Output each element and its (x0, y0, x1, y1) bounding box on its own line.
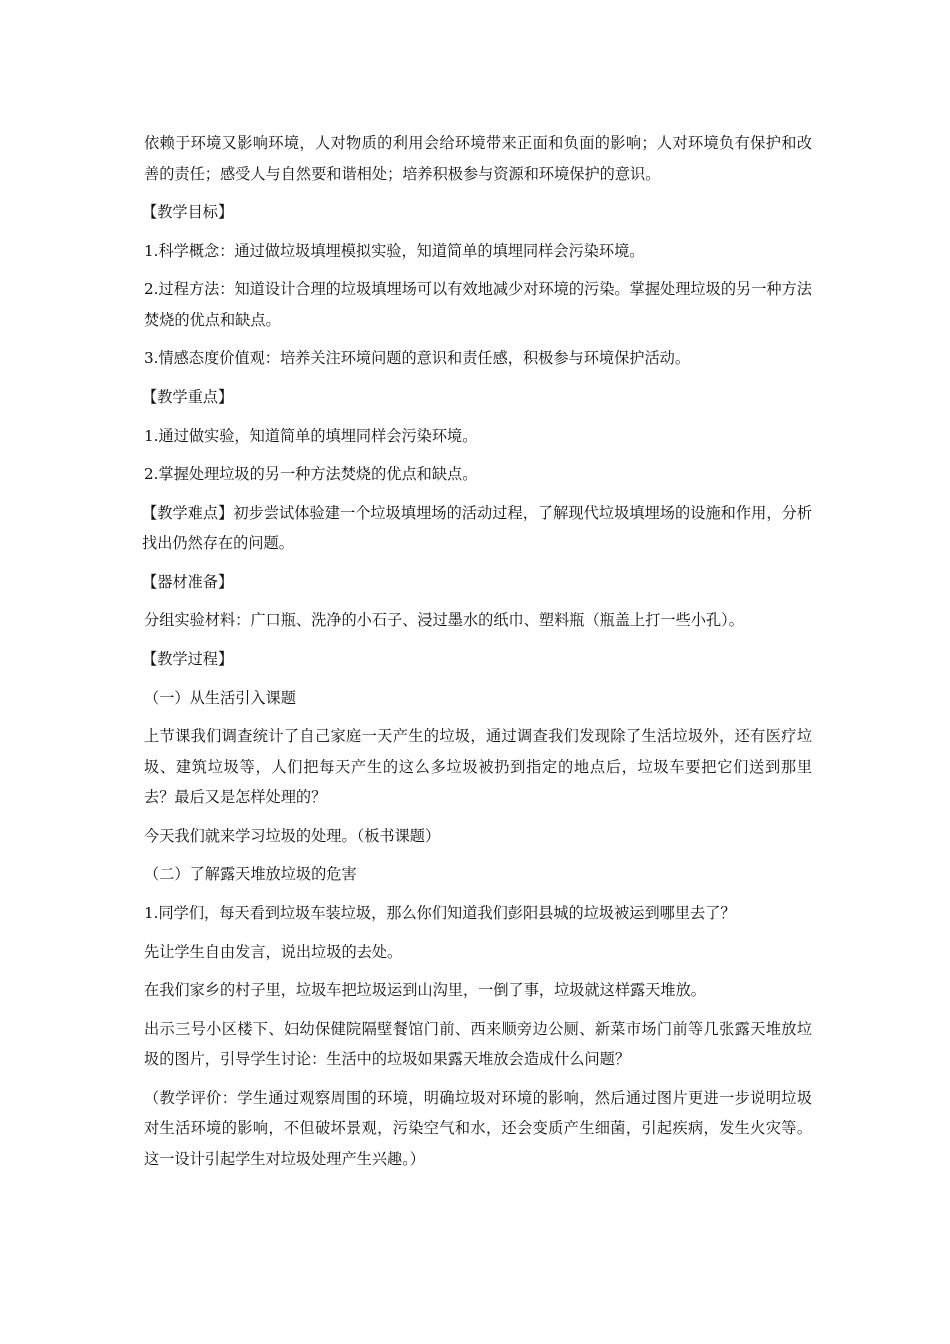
objective-item-method: 2.过程方法：知道设计合理的垃圾填埋场可以有效地减少对环境的污染。掌握处理垃圾的另一种方法焚烧的优点和缺点。 (144, 280, 812, 329)
section-difficulties: 【教学难点】初步尝试体验建一个垃圾填埋场的活动过程，了解现代垃圾填埋场的设施和作用，分析找出仍然存在的问题。 (142, 503, 812, 553)
materials-paragraph: 分组实验材料：广口瓶、洗净的小石子、浸过墨水的纸巾、塑料瓶（瓶盖上打一些小孔）。 (144, 611, 744, 630)
process-paragraph-2: 今天我们就来学习垃圾的处理。（板书课题） (144, 826, 441, 845)
process-paragraph-4: 先让学生自由发言，说出垃圾的去处。 (144, 942, 403, 961)
intro-paragraph: 依赖于环境又影响环境，人对物质的利用会给环境带来正面和负面的影响；人对环境负有保护和改善的责任；感受人与自然要和谐相处；培养积极参与资源和环境保护的意识。 (144, 134, 812, 183)
evaluation-paragraph: （教学评价：学生通过观察周围的环境，明确垃圾对环境的影响，然后通过图片更进一步说明垃圾对生活环境的影响，不但破坏景观，污染空气和水，还会变质产生细菌，引起疾病，发生火灾等。这一设计引起学生对垃圾处理产生兴趣。） (144, 1088, 812, 1168)
key-point-item-2: 2.掌握处理垃圾的另一种方法焚烧的优点和缺点。 (144, 465, 478, 484)
process-paragraph-6: 出示三号小区楼下、妇幼保健院隔壁餐馆门前、西来顺旁边公厕、新菜市场门前等几张露天堆放垃圾的图片，引导学生讨论：生活中的垃圾如果露天堆放会造成什么问题？ (144, 1019, 812, 1069)
subsection-heading-1: （一）从生活引入课题 (144, 688, 296, 707)
section-heading-objectives: 【教学目标】 (142, 203, 234, 222)
process-paragraph-5: 在我们家乡的村子里，垃圾车把垃圾运到山沟里，一倒了事，垃圾就这样露天堆放。 (144, 981, 706, 1000)
objective-item-concept: 1.科学概念：通过做垃圾填埋模拟实验，知道简单的填埋同样会污染环境。 (144, 241, 645, 260)
process-paragraph-1: 上节课我们调查统计了自己家庭一天产生的垃圾，通过调查我们发现除了生活垃圾外，还有医疗垃圾、建筑垃圾等，人们把每天产生的这么多垃圾被扔到指定的地点后，垃圾车要把它们送到那里去？最后又是怎样处理的？ (144, 727, 812, 807)
objective-item-attitude: 3.情感态度价值观：培养关注环境问题的意识和责任感，积极参与环境保护活动。 (144, 349, 691, 368)
section-heading-key-points: 【教学重点】 (142, 387, 234, 406)
document-page (144, 128, 812, 1174)
section-heading-materials: 【器材准备】 (142, 572, 234, 591)
key-point-item-1: 1.通过做实验，知道简单的填埋同样会污染环境。 (144, 426, 478, 445)
section-heading-process: 【教学过程】 (142, 650, 234, 669)
process-paragraph-3: 1.同学们，每天看到垃圾车装垃圾，那么你们知道我们彭阳县城的垃圾被运到哪里去了？ (144, 904, 736, 922)
subsection-heading-2: （二）了解露天堆放垃圾的危害 (144, 865, 357, 884)
